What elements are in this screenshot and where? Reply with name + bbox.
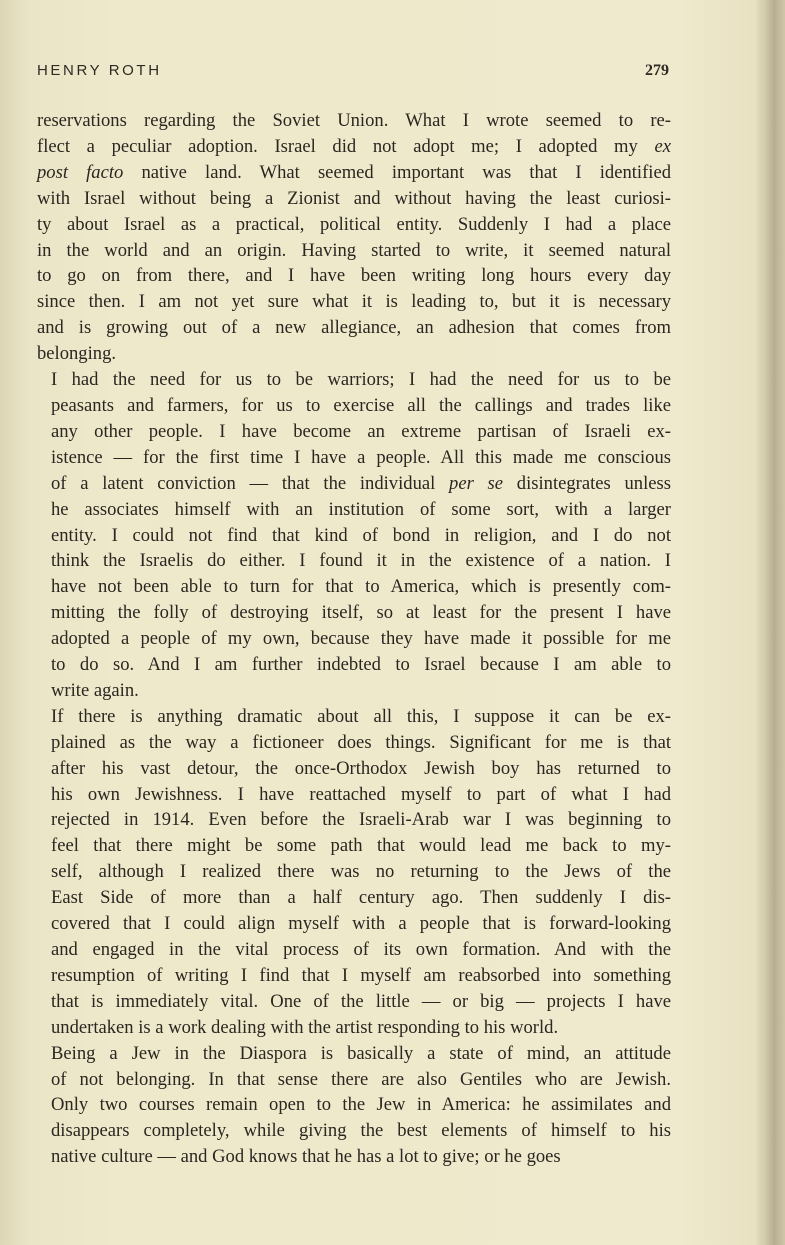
running-head-author: HENRY ROTH <box>37 62 162 79</box>
text-line <box>37 704 671 730</box>
text-line <box>37 652 671 678</box>
text-run: feel that there might be some path that would lead me back to my- <box>51 835 671 857</box>
text-run: native land. What seemed important was that I identified <box>123 161 671 183</box>
text-run: mitting the folly of destroying itself, so at least for the present I have <box>51 602 671 624</box>
text-run: Being a Jew in the Diaspora is basically a state of mind, an attitude <box>51 1042 671 1064</box>
text-run: in the world and an origin. Having started to write, it seemed natural <box>37 239 671 261</box>
text-run: to go on from there, and I have been writing long hours every day <box>37 265 671 287</box>
text-line <box>37 911 671 937</box>
text-line <box>37 626 671 652</box>
text-line <box>37 574 671 600</box>
text-run: ty about Israel as a practical, political entity. Suddenly I had a place <box>37 213 671 235</box>
text-run: think the Israelis do either. I found it in the existence of a nation. I <box>51 550 671 572</box>
text-line <box>37 937 671 963</box>
text-line <box>37 445 671 471</box>
text-line <box>37 108 671 134</box>
text-run: since then. I am not yet sure what it is leading to, but it is necessary <box>37 291 671 313</box>
text-run: peasants and farmers, for us to exercise all the callings and trades like <box>51 394 671 416</box>
text-line <box>37 471 671 497</box>
text-line <box>37 160 671 186</box>
italic-phrase: ex <box>654 135 671 157</box>
text-run: I had the need for us to be warriors; I had the need for us to be <box>51 369 671 391</box>
text-line <box>37 367 671 393</box>
text-line <box>37 393 671 419</box>
text-line <box>37 263 671 289</box>
text-run: of a latent conviction — that the individual <box>51 472 450 494</box>
paragraph <box>37 367 671 704</box>
text-run: flect a peculiar adoption. Israel did not adopt me; I adopted my <box>37 135 655 157</box>
text-line <box>37 859 671 885</box>
text-line <box>37 600 671 626</box>
text-line <box>37 782 671 808</box>
text-line <box>37 885 671 911</box>
text-run: to do so. And I am further indebted to Israel because I am able to <box>51 654 671 676</box>
text-run: covered that I could align myself with a people that is forward-looking <box>51 913 671 935</box>
paragraph <box>37 108 671 367</box>
text-line <box>37 730 671 756</box>
text-line <box>37 807 671 833</box>
text-line <box>37 1015 671 1041</box>
paragraph <box>37 704 671 1041</box>
paragraph <box>37 1041 671 1171</box>
text-run: disappears completely, while giving the best elements of himself to his <box>51 1120 671 1142</box>
text-line <box>37 497 671 523</box>
italic-phrase: post facto <box>37 161 124 183</box>
text-line <box>37 341 671 367</box>
text-run: after his vast detour, the once-Orthodox Jewish boy has returned to <box>51 757 671 779</box>
text-line <box>37 1092 671 1118</box>
text-line <box>37 989 671 1015</box>
text-line <box>37 1144 671 1170</box>
text-run: plained as the way a fictioneer does things. Significant for me is that <box>51 731 671 753</box>
text-run: and is growing out of a new allegiance, an adhesion that comes from <box>37 317 671 339</box>
text-run: rejected in 1914. Even before the Israeli-Arab war I was beginning to <box>51 809 671 831</box>
text-run: self, although I realized there was no returning to the Jews of the <box>51 861 671 883</box>
text-line <box>37 963 671 989</box>
text-run: belonging. <box>37 343 117 365</box>
text-run: reservations regarding the Soviet Union. What I wrote seemed to re- <box>37 110 671 131</box>
text-line <box>37 833 671 859</box>
text-run: and engaged in the vital process of its own formation. And with the <box>51 939 671 960</box>
text-run: If there is anything dramatic about all this, I suppose it can be ex- <box>51 705 671 727</box>
book-spine-edge <box>763 0 785 1245</box>
text-run: Only two courses remain open to the Jew in America: he assimilates and <box>51 1094 671 1116</box>
text-line <box>37 756 671 782</box>
text-line <box>37 134 671 160</box>
text-run: have not been able to turn for that to America, which is presently com- <box>51 576 671 598</box>
text-run: he associates himself with an institution of some sort, with a larger <box>51 498 671 520</box>
text-run: istence — for the first time I have a people. All this made me conscious <box>51 446 671 468</box>
text-line <box>37 1067 671 1093</box>
page-number: 279 <box>645 62 669 79</box>
text-line <box>37 548 671 574</box>
running-head <box>37 62 669 86</box>
text-run: write again. <box>51 679 139 701</box>
text-line <box>37 289 671 315</box>
text-run: undertaken is a work dealing with the artist responding to his world. <box>51 1016 559 1038</box>
text-line <box>37 212 671 238</box>
text-run: his own Jewishness. I have reattached myself to part of what I had <box>51 783 671 805</box>
text-run: that is immediately vital. One of the little — or big — projects I have <box>51 990 671 1012</box>
body-text <box>37 108 671 1170</box>
text-run: any other people. I have become an extreme partisan of Israeli ex- <box>51 420 671 442</box>
italic-phrase: per se <box>449 472 504 494</box>
text-line <box>37 186 671 212</box>
text-run: native culture — and God knows that he has a lot to give; or he goes <box>51 1146 561 1168</box>
text-run: of not belonging. In that sense there are also Gentiles who are Jewish. <box>51 1068 671 1090</box>
text-line <box>37 315 671 341</box>
text-run: resumption of writing I find that I myself am reabsorbed into something <box>51 964 671 986</box>
text-run: with Israel without being a Zionist and without having the least curiosi- <box>37 187 671 209</box>
text-line <box>37 419 671 445</box>
text-line <box>37 1118 671 1144</box>
text-run: adopted a people of my own, because they have made it possible for me <box>51 628 671 650</box>
text-line <box>37 238 671 264</box>
text-line <box>37 678 671 704</box>
text-run: disintegrates unless <box>503 472 671 494</box>
text-line <box>37 523 671 549</box>
text-line <box>37 1041 671 1067</box>
text-run: entity. I could not find that kind of bond in religion, and I do not <box>51 524 671 546</box>
text-run: East Side of more than a half century ago. Then suddenly I dis- <box>51 887 671 909</box>
